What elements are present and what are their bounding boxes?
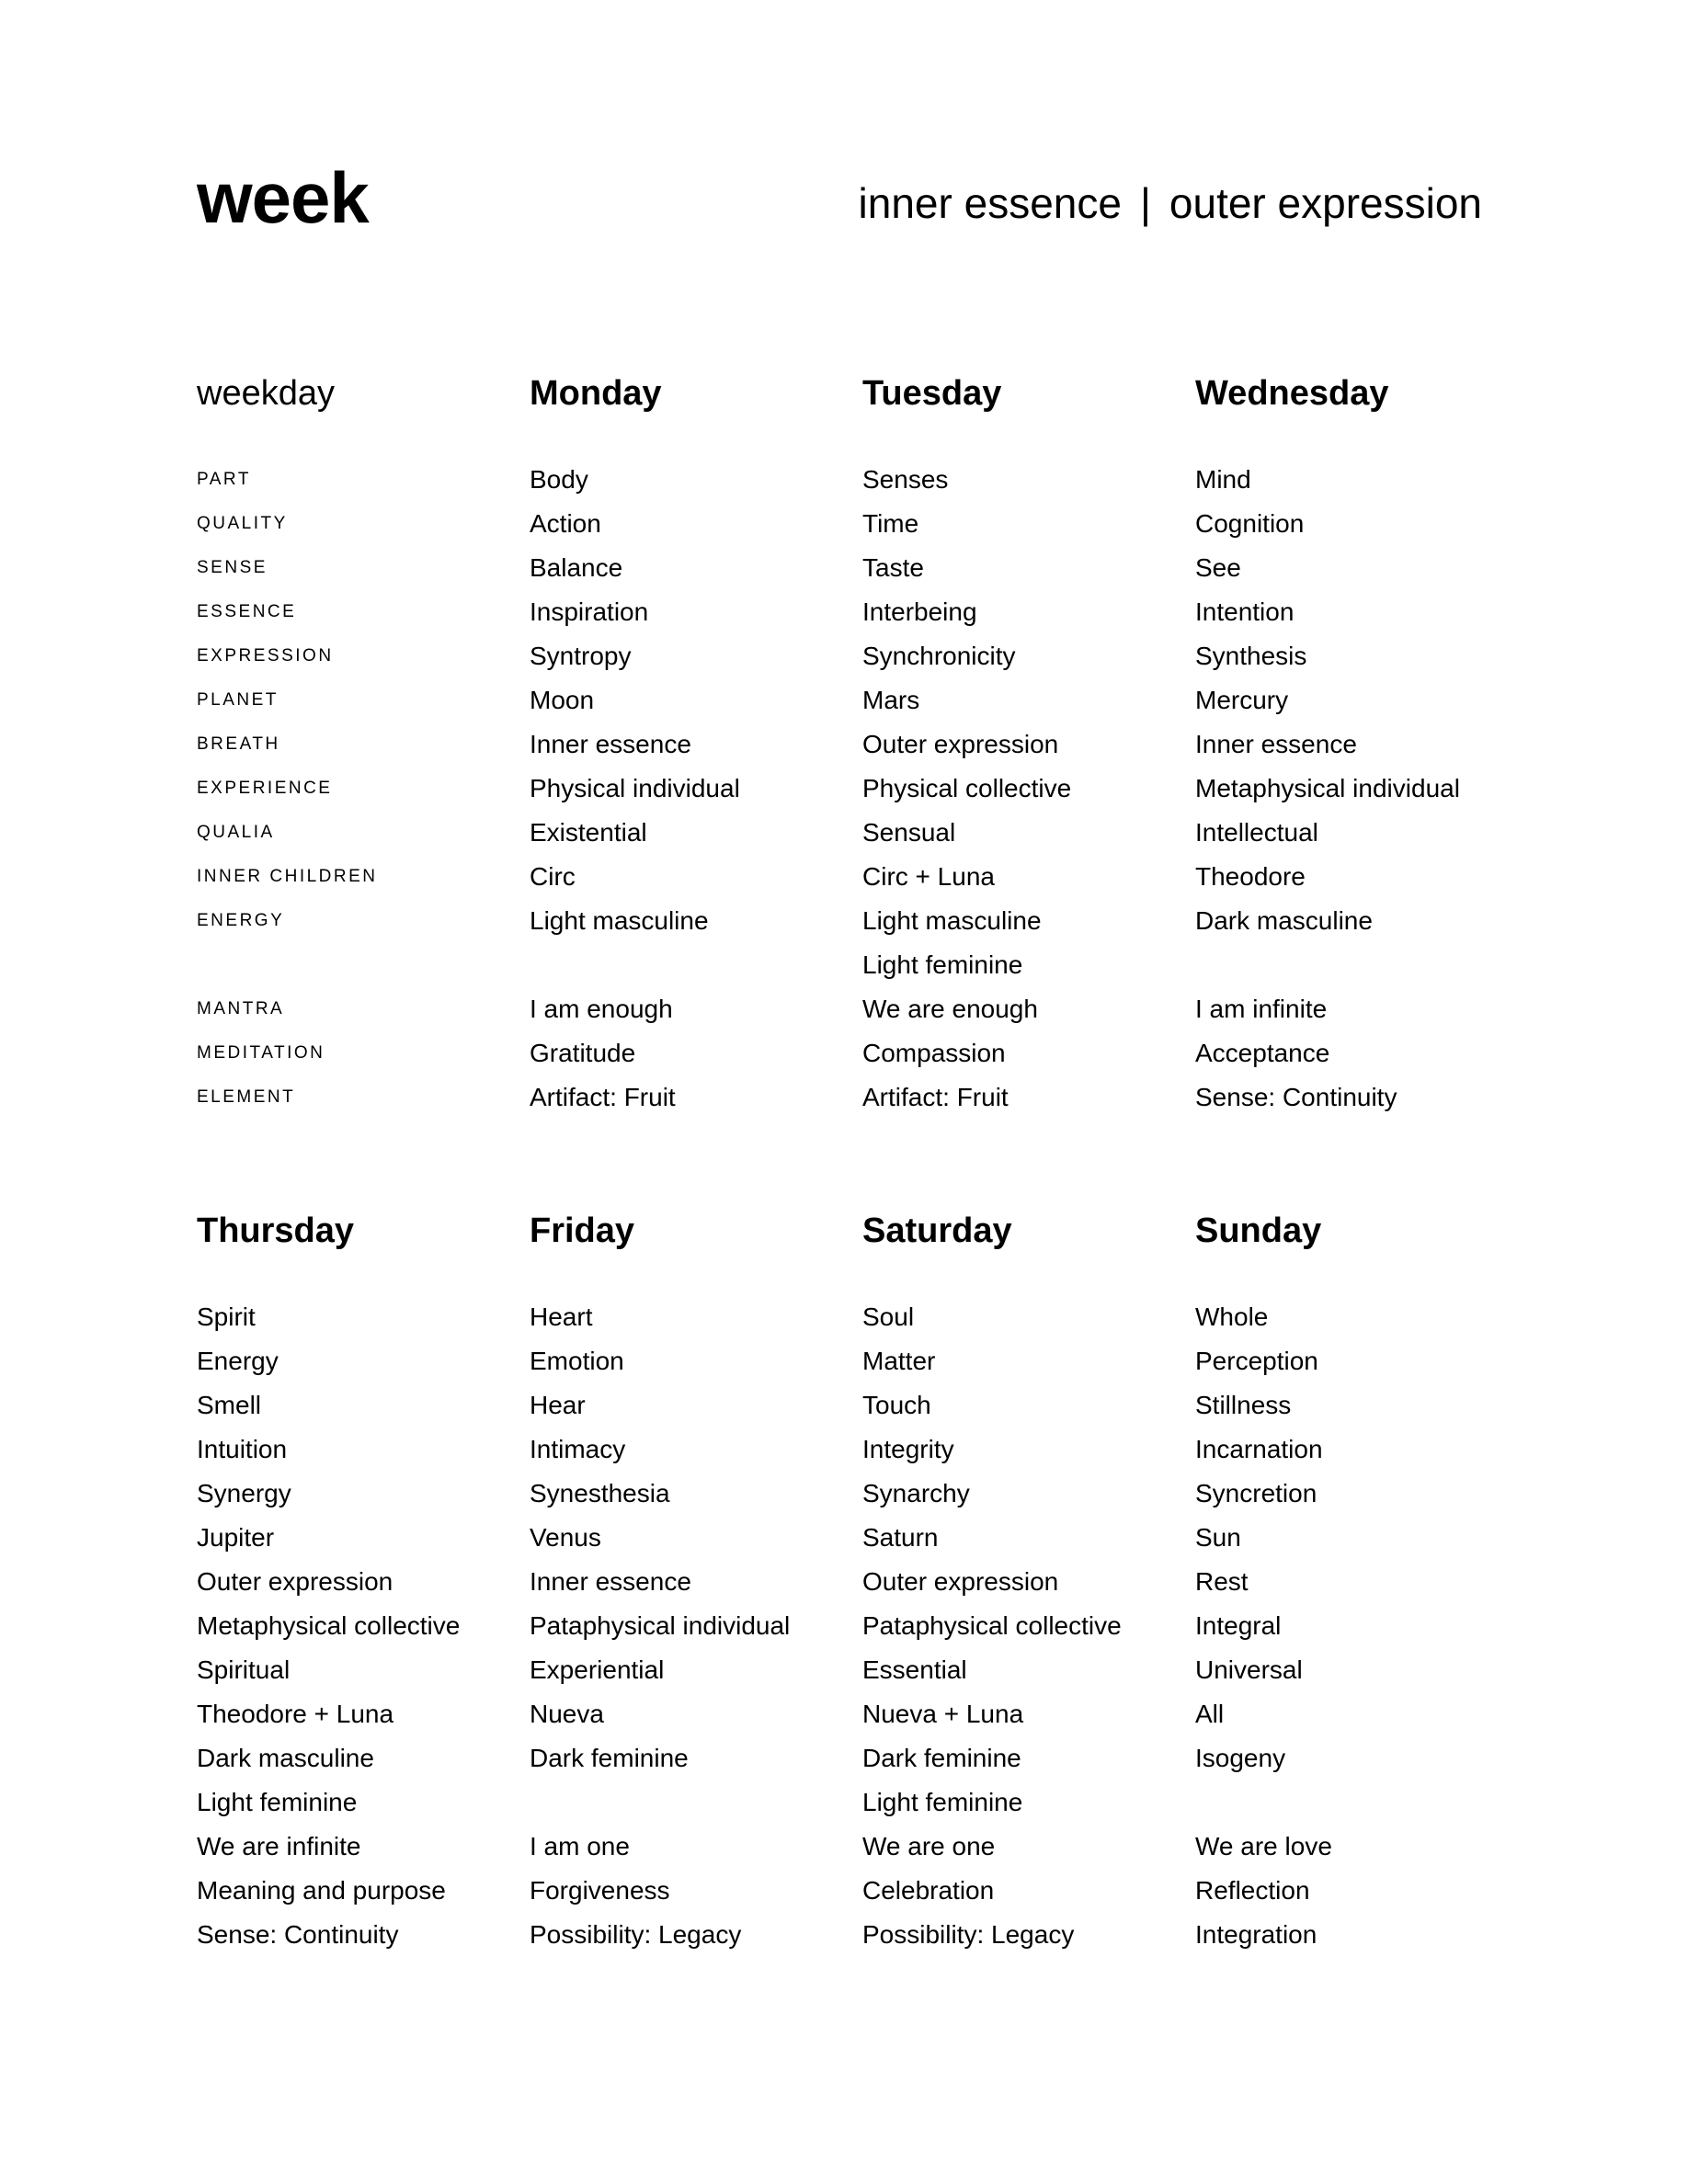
day-value: Inner essence	[530, 1567, 691, 1596]
day-value: Interbeing	[862, 597, 977, 626]
day-value: I am one	[530, 1832, 630, 1860]
row-label: MEDITATION	[197, 1043, 325, 1063]
day-value: Compassion	[862, 1039, 1006, 1067]
day-value: Existential	[530, 818, 647, 847]
day-value: Taste	[862, 553, 924, 582]
row-label: MANTRA	[197, 999, 285, 1018]
day-value: Artifact: Fruit	[530, 1083, 676, 1111]
day-value	[1195, 1780, 1508, 1825]
day-value: Universal	[1195, 1655, 1303, 1684]
day-value: Touch	[862, 1391, 931, 1419]
day-value: Isogeny	[1195, 1744, 1286, 1772]
day-value: Integral	[1195, 1611, 1282, 1640]
day-value: Physical collective	[862, 774, 1072, 802]
day-value: Circ	[530, 862, 576, 891]
row-label: SENSE	[197, 558, 268, 577]
day-values	[530, 1295, 842, 1957]
day-column-monday	[530, 368, 842, 1120]
day-values	[1195, 458, 1508, 1120]
day-value: Sense: Continuity	[197, 1920, 399, 1949]
day-value: Cognition	[1195, 509, 1305, 538]
day-value: Nueva	[530, 1700, 604, 1728]
day-value: We are infinite	[197, 1832, 361, 1860]
day-values	[1195, 1295, 1508, 1957]
label-column	[197, 368, 509, 1120]
day-value: Synarchy	[862, 1479, 970, 1507]
day-value: Senses	[862, 465, 949, 494]
day-value: Inspiration	[530, 597, 649, 626]
row-label: PART	[197, 470, 251, 489]
day-value: Possibility: Legacy	[862, 1920, 1075, 1949]
day-value: Stillness	[1195, 1391, 1292, 1419]
day-column-thursday	[197, 1205, 509, 1957]
page-title: week	[197, 157, 369, 238]
day-value: Pataphysical collective	[862, 1611, 1122, 1640]
day-value: We are enough	[862, 995, 1038, 1023]
day-value: Sense: Continuity	[1195, 1083, 1397, 1111]
day-column-friday	[530, 1205, 842, 1957]
row-label: PLANET	[197, 690, 279, 710]
day-value: We are love	[1195, 1832, 1332, 1860]
row-label: QUALIA	[197, 823, 275, 842]
day-value: Syncretion	[1195, 1479, 1317, 1507]
day-value: Sensual	[862, 818, 956, 847]
day-value	[1195, 943, 1508, 987]
subtitle-separator: |	[1139, 179, 1151, 227]
day-value: Integration	[1195, 1920, 1317, 1949]
day-value: Syntropy	[530, 642, 632, 670]
day-value: Synesthesia	[530, 1479, 670, 1507]
row-label	[197, 943, 509, 987]
subtitle-inner-essence: inner essence	[858, 179, 1122, 227]
row-label: QUALITY	[197, 514, 288, 533]
day-value: Light feminine	[862, 950, 1023, 979]
row-label: EXPRESSION	[197, 646, 334, 665]
day-value: Intention	[1195, 597, 1295, 626]
day-value: I am infinite	[1195, 995, 1328, 1023]
day-value: Incarnation	[1195, 1435, 1323, 1463]
day-value: Soul	[862, 1302, 915, 1331]
day-value: Circ + Luna	[862, 862, 995, 891]
day-heading: Wednesday	[1195, 374, 1389, 413]
day-value: Outer expression	[197, 1567, 393, 1596]
day-column-saturday	[862, 1205, 1175, 1957]
day-value: Saturn	[862, 1523, 939, 1552]
day-value	[530, 943, 842, 987]
day-values	[862, 458, 1175, 1120]
day-value: Matter	[862, 1347, 936, 1375]
day-value: Meaning and purpose	[197, 1876, 446, 1905]
day-value	[530, 1780, 842, 1825]
day-value: Rest	[1195, 1567, 1249, 1596]
day-value: Light feminine	[862, 1788, 1023, 1816]
day-value: Sun	[1195, 1523, 1241, 1552]
day-value: Whole	[1195, 1302, 1269, 1331]
row-label: ELEMENT	[197, 1087, 296, 1107]
day-value: Inner essence	[1195, 730, 1357, 758]
day-value: Mars	[862, 686, 920, 714]
day-value: Nueva + Luna	[862, 1700, 1024, 1728]
day-value: Perception	[1195, 1347, 1318, 1375]
day-value: Mind	[1195, 465, 1251, 494]
day-value: Balance	[530, 553, 623, 582]
day-values	[862, 1295, 1175, 1957]
row-label: ESSENCE	[197, 602, 297, 621]
day-value: Physical individual	[530, 774, 740, 802]
day-value: Integrity	[862, 1435, 954, 1463]
day-values	[530, 458, 842, 1120]
day-value: Intimacy	[530, 1435, 626, 1463]
day-value: Possibility: Legacy	[530, 1920, 742, 1949]
day-value: Hear	[530, 1391, 586, 1419]
day-value: Theodore + Luna	[197, 1700, 394, 1728]
day-value: Venus	[530, 1523, 601, 1552]
day-value: Outer expression	[862, 1567, 1059, 1596]
day-value: Synergy	[197, 1479, 291, 1507]
day-value: Body	[530, 465, 588, 494]
day-value: Theodore	[1195, 862, 1306, 891]
subtitle-outer-expression: outer expression	[1169, 179, 1482, 227]
day-value: Dark masculine	[1195, 906, 1373, 935]
day-value: Spirit	[197, 1302, 256, 1331]
day-value: Light masculine	[530, 906, 709, 935]
label-column-heading: weekday	[197, 374, 335, 413]
day-heading: Tuesday	[862, 374, 1002, 413]
day-value: See	[1195, 553, 1241, 582]
day-value: Outer expression	[862, 730, 1059, 758]
day-value: Mercury	[1195, 686, 1289, 714]
day-value: Heart	[530, 1302, 593, 1331]
row-label: BREATH	[197, 734, 280, 754]
day-value: Synchronicity	[862, 642, 1016, 670]
day-value: Acceptance	[1195, 1039, 1330, 1067]
day-value: Essential	[862, 1655, 967, 1684]
day-value: Gratitude	[530, 1039, 636, 1067]
row-label: ENERGY	[197, 911, 285, 930]
subtitle	[858, 179, 1482, 227]
label-list	[197, 458, 509, 1120]
day-value: Emotion	[530, 1347, 624, 1375]
day-value: Spiritual	[197, 1655, 291, 1684]
day-value: Pataphysical individual	[530, 1611, 791, 1640]
day-value: Jupiter	[197, 1523, 275, 1552]
day-value: Intellectual	[1195, 818, 1318, 847]
day-column-tuesday	[862, 368, 1175, 1120]
day-heading: Saturday	[862, 1211, 1012, 1250]
day-value: Smell	[197, 1391, 262, 1419]
day-value: Moon	[530, 686, 595, 714]
day-value: Synthesis	[1195, 642, 1307, 670]
day-value: Metaphysical collective	[197, 1611, 461, 1640]
day-value: Intuition	[197, 1435, 288, 1463]
row-label: EXPERIENCE	[197, 779, 333, 798]
day-value: Celebration	[862, 1876, 995, 1905]
day-column-wednesday	[1195, 368, 1508, 1120]
day-value: All	[1195, 1700, 1225, 1728]
day-value: Inner essence	[530, 730, 691, 758]
day-value: Dark masculine	[197, 1744, 374, 1772]
day-heading: Thursday	[197, 1211, 355, 1250]
day-value: Metaphysical individual	[1195, 774, 1460, 802]
day-value: Reflection	[1195, 1876, 1310, 1905]
day-value: Energy	[197, 1347, 279, 1375]
day-value: Light masculine	[862, 906, 1042, 935]
day-value: Artifact: Fruit	[862, 1083, 1009, 1111]
day-column-sunday	[1195, 1205, 1508, 1957]
day-heading: Sunday	[1195, 1211, 1322, 1250]
day-value: Dark feminine	[530, 1744, 689, 1772]
day-heading: Friday	[530, 1211, 635, 1250]
day-values	[197, 1295, 509, 1957]
day-value: Experiential	[530, 1655, 665, 1684]
day-value: I am enough	[530, 995, 673, 1023]
day-value: Time	[862, 509, 919, 538]
day-value: Forgiveness	[530, 1876, 670, 1905]
row-label: INNER CHILDREN	[197, 867, 378, 886]
day-heading: Monday	[530, 374, 662, 413]
day-value: Light feminine	[197, 1788, 358, 1816]
day-value: We are one	[862, 1832, 996, 1860]
day-value: Dark feminine	[862, 1744, 1021, 1772]
day-value: Action	[530, 509, 601, 538]
